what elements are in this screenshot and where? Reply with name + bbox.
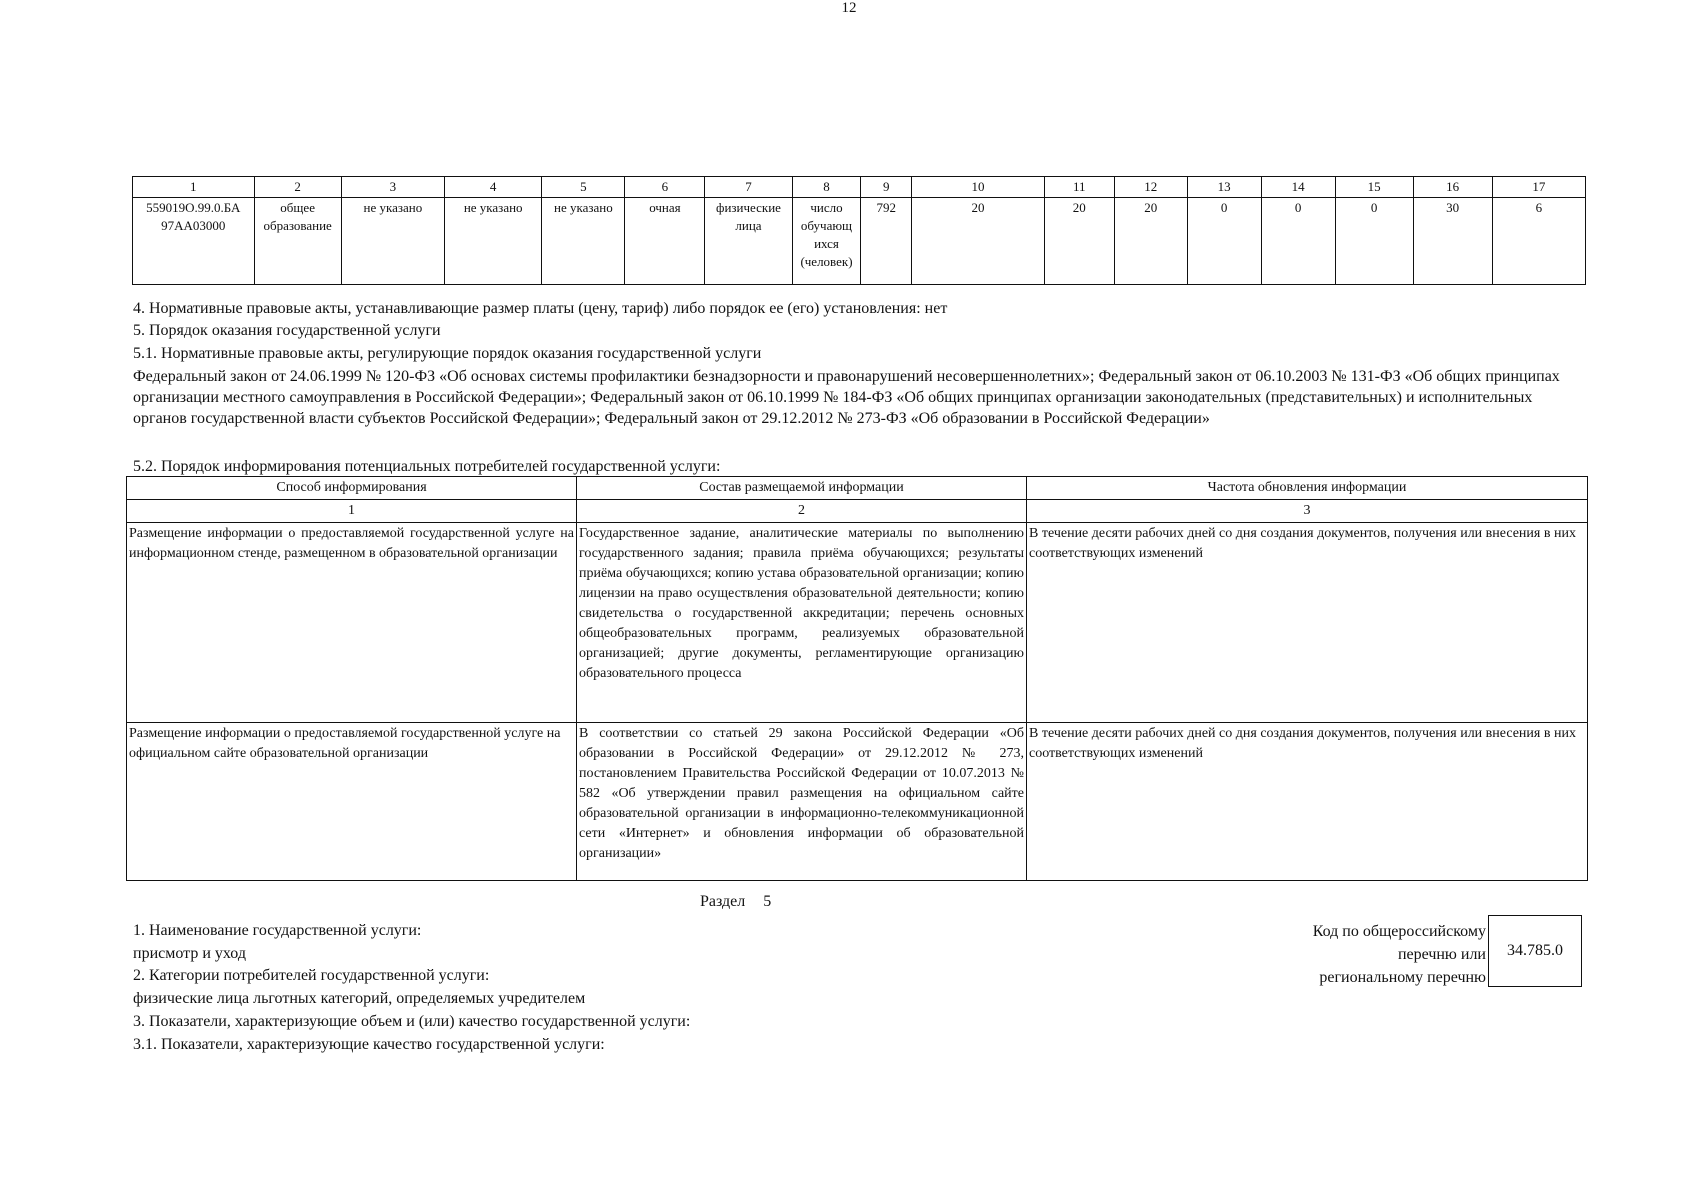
volume-indicators-table [132,176,1586,285]
column-number: 17 [1492,177,1585,198]
quality-indicators-heading: 3.1. Показатели, характеризующие качество государственной услуги: [133,1036,605,1053]
column-number: 1 [133,177,255,198]
paragraph-5-2: 5.2. Порядок информирования потенциальных потребителей государственной услуги: [133,458,721,475]
method-cell: Размещение информации о предоставляемой государственной услуге на информационном стенде, размещенном в образовательной организации [127,523,577,723]
table-cell: 0 [1261,198,1335,285]
registry-code-cell: 559019О.99.0.БА 97АА03000 [133,198,255,285]
column-number: 2 [577,500,1027,523]
column-number: 10 [912,177,1045,198]
column-number: 16 [1413,177,1492,198]
column-number: 8 [792,177,861,198]
column-number: 6 [625,177,705,198]
paragraph-5-1: 5.1. Нормативные правовые акты, регулирующие порядок оказания государственной услуги [133,345,762,362]
table-cell: 20 [912,198,1045,285]
column-number: 4 [445,177,542,198]
code-label-line: Код по общероссийскому [1312,923,1486,940]
table-row [133,198,1586,285]
paragraph-5: 5. Порядок оказания государственной услуги [133,322,441,339]
column-number: 7 [705,177,792,198]
table-cell: не указано [542,198,625,285]
column-number: 3 [341,177,444,198]
registry-code-box: 34.785.0 [1488,915,1582,987]
column-number: 12 [1114,177,1187,198]
frequency-cell: В течение десяти рабочих дней со дня создания документов, получения или внесения в них соответствующих изменений [1027,523,1588,723]
consumer-category-label: 2. Категории потребителей государственной услуги: [133,967,490,984]
table-cell: не указано [445,198,542,285]
column-header: Частота обновления информации [1027,477,1588,500]
column-number: 1 [127,500,577,523]
table-cell: 30 [1413,198,1492,285]
table-cell: очная [625,198,705,285]
table-cell: 792 [861,198,912,285]
column-number: 3 [1027,500,1588,523]
section-heading [700,893,771,911]
table-cell: не указано [341,198,444,285]
table-header-row [127,477,1588,500]
table-cell: физические лица [705,198,792,285]
table-cell: 20 [1044,198,1114,285]
table-cell: общее образование [254,198,341,285]
table-cell: 0 [1335,198,1413,285]
column-number: 13 [1187,177,1261,198]
column-header: Состав размещаемой информации [577,477,1027,500]
table-cell: 0 [1187,198,1261,285]
table-cell: число обучающ ихся (человек) [792,198,861,285]
laws-paragraph: Федеральный закон от 24.06.1999 № 120-ФЗ «Об основах системы профилактики безнадзорности и правонарушений несовершеннолетних»; Федеральный закон от 06.10.2003 № 131-ФЗ «Об общих принципах организации местного самоуправления в Российской Федерации»; Федеральный закон от 06.10.1999 № 184-ФЗ «Об общих принципах организации законодательных (представительных) и исполнительных органов государственной власти субъектов Российской Федерации»; Федеральный закон от 29.12.2012 № 273-ФЗ «Об образовании в Российской Федерации» [133,368,1560,427]
section-label: Раздел [700,893,746,910]
table-row [127,723,1588,881]
table-row [127,523,1588,723]
column-number: 5 [542,177,625,198]
table-cell: 6 [1492,198,1585,285]
frequency-cell: В течение десяти рабочих дней со дня создания документов, получения или внесения в них соответствующих изменений [1027,723,1588,881]
content-cell: В соответствии со статьей 29 закона Российской Федерации «Об образовании в Российской Федерации» от 29.12.2012 № 273, постановлением Правительства Российской Федерации от 10.07.2013 № 582 «Об утверждении правил размещения на официальном сайте образовательной организации в информационно-телекоммуникационной сети «Интернет» и обновления информации об образовательной организации» [577,723,1027,881]
table-header-row [133,177,1586,198]
code-label-line: региональному перечню [1319,969,1486,986]
table-number-row [127,500,1588,523]
section-number: 5 [763,893,772,910]
informing-table [126,476,1588,881]
paragraph-4: 4. Нормативные правовые акты, устанавливающие размер платы (цену, тариф) либо порядок ее (его) установления: нет [133,300,948,317]
column-number: 11 [1044,177,1114,198]
column-number: 9 [861,177,912,198]
indicators-heading: 3. Показатели, характеризующие объем и (или) качество государственной услуги: [133,1013,691,1030]
page-number: 12 [841,0,857,16]
method-cell: Размещение информации о предоставляемой государственной услуге на официальном сайте образовательной организации [127,723,577,881]
table-cell: 20 [1114,198,1187,285]
consumer-category-value: физические лица льготных категорий, определяемых учредителем [133,990,586,1007]
column-header: Способ информирования [127,477,577,500]
content-cell: Государственное задание, аналитические материалы по выполнению государственного задания; правила приёма обучающихся; результаты приёма обучающихся; копию устава образовательной организации; копию лицензии на право осуществления образовательной деятельности; копию свидетельства о государственной аккредитации; перечень основных общеобразовательных программ, реализуемых образовательной организацией; другие документы, регламентирующие организацию образовательного процесса [577,523,1027,723]
column-number: 14 [1261,177,1335,198]
column-number: 2 [254,177,341,198]
code-label-line: перечню или [1397,946,1486,963]
column-number: 15 [1335,177,1413,198]
service-name-value: присмотр и уход [133,945,246,962]
service-name-label: 1. Наименование государственной услуги: [133,922,422,939]
